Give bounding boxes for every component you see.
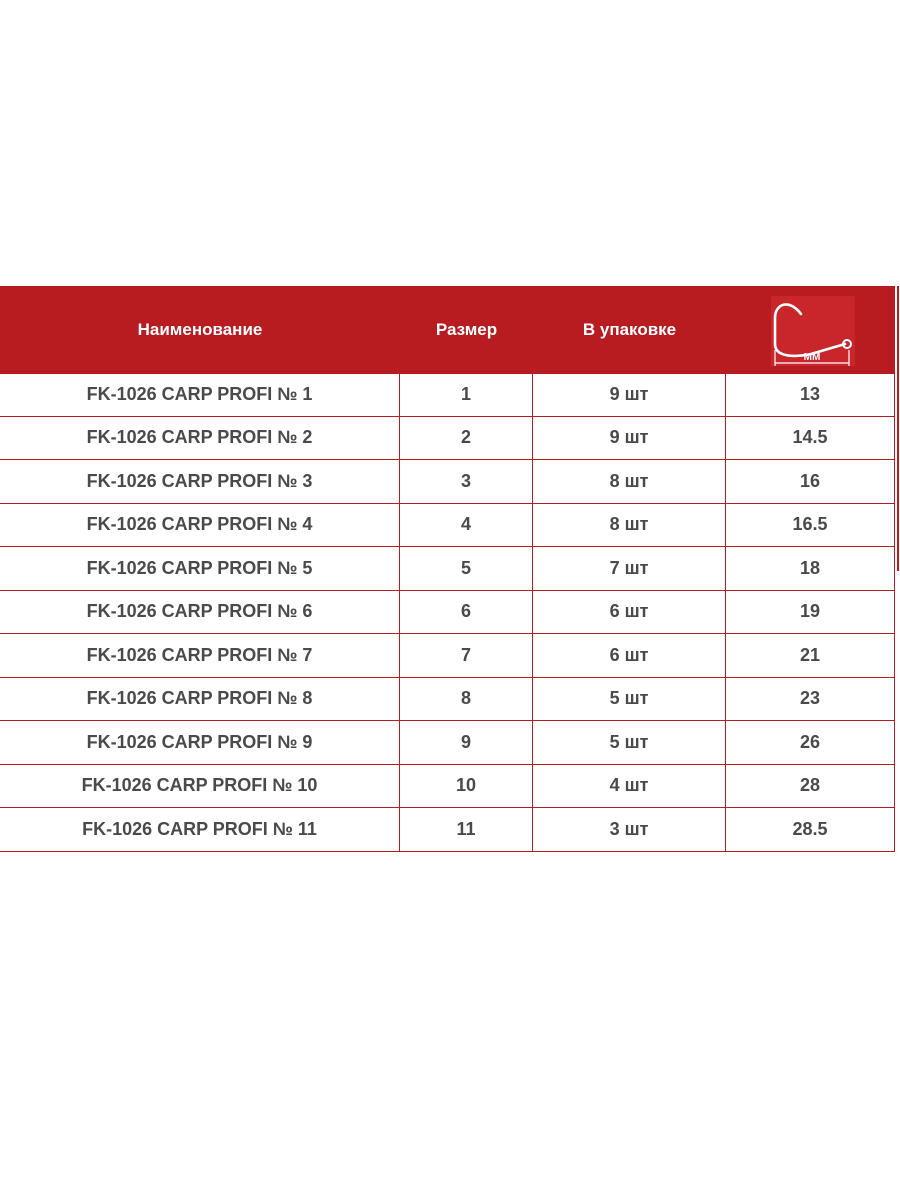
- cell-name: FK-1026 CARP PROFI № 8: [0, 678, 400, 721]
- cell-pack: 4 шт: [533, 765, 726, 808]
- cell-mm: 28.5: [726, 808, 895, 851]
- cell-mm: 14.5: [726, 417, 895, 460]
- cell-mm: 23: [726, 678, 895, 721]
- table-row: [0, 765, 895, 809]
- cell-name: FK-1026 CARP PROFI № 6: [0, 591, 400, 634]
- cell-mm: 13: [726, 374, 895, 416]
- fish-hook-icon: [761, 290, 861, 370]
- table-row: [0, 417, 895, 461]
- cell-mm: 26: [726, 721, 895, 764]
- cell-size: 10: [400, 765, 533, 808]
- hook-size-table: [0, 286, 895, 852]
- table-row: [0, 721, 895, 765]
- cell-name: FK-1026 CARP PROFI № 3: [0, 460, 400, 503]
- cell-name: FK-1026 CARP PROFI № 11: [0, 808, 400, 851]
- cell-size: 2: [400, 417, 533, 460]
- header-hook: [726, 286, 895, 373]
- cell-size: 3: [400, 460, 533, 503]
- table-row: [0, 373, 895, 417]
- table-row: [0, 460, 895, 504]
- right-edge-mark: [897, 286, 899, 571]
- cell-name: FK-1026 CARP PROFI № 4: [0, 504, 400, 547]
- cell-mm: 16: [726, 460, 895, 503]
- cell-name: FK-1026 CARP PROFI № 7: [0, 634, 400, 677]
- cell-name: FK-1026 CARP PROFI № 5: [0, 547, 400, 590]
- cell-pack: 6 шт: [533, 591, 726, 634]
- cell-pack: 8 шт: [533, 460, 726, 503]
- cell-pack: 5 шт: [533, 678, 726, 721]
- header-pack: В упаковке: [582, 319, 677, 339]
- cell-pack: 7 шт: [533, 547, 726, 590]
- cell-pack: 8 шт: [533, 504, 726, 547]
- cell-size: 8: [400, 678, 533, 721]
- cell-size: 7: [400, 634, 533, 677]
- table-row: [0, 678, 895, 722]
- cell-size: 1: [400, 374, 533, 416]
- cell-name: FK-1026 CARP PROFI № 10: [0, 765, 400, 808]
- cell-size: 6: [400, 591, 533, 634]
- cell-name: FK-1026 CARP PROFI № 9: [0, 721, 400, 764]
- cell-mm: 18: [726, 547, 895, 590]
- table-row: [0, 504, 895, 548]
- table-body: [0, 373, 895, 852]
- cell-size: 5: [400, 547, 533, 590]
- header-name: Наименование: [137, 319, 263, 339]
- cell-pack: 9 шт: [533, 374, 726, 416]
- cell-size: 9: [400, 721, 533, 764]
- hook-unit-label: ММ: [803, 351, 820, 363]
- cell-pack: 5 шт: [533, 721, 726, 764]
- cell-name: FK-1026 CARP PROFI № 1: [0, 374, 400, 416]
- cell-pack: 9 шт: [533, 417, 726, 460]
- cell-size: 11: [400, 808, 533, 851]
- cell-mm: 19: [726, 591, 895, 634]
- cell-mm: 28: [726, 765, 895, 808]
- cell-name: FK-1026 CARP PROFI № 2: [0, 417, 400, 460]
- table-row: [0, 634, 895, 678]
- table-row: [0, 808, 895, 852]
- header-size: Размер: [435, 319, 498, 339]
- cell-mm: 16.5: [726, 504, 895, 547]
- cell-pack: 6 шт: [533, 634, 726, 677]
- cell-mm: 21: [726, 634, 895, 677]
- cell-size: 4: [400, 504, 533, 547]
- table-header: [0, 286, 895, 373]
- table-row: [0, 591, 895, 635]
- cell-pack: 3 шт: [533, 808, 726, 851]
- table-row: [0, 547, 895, 591]
